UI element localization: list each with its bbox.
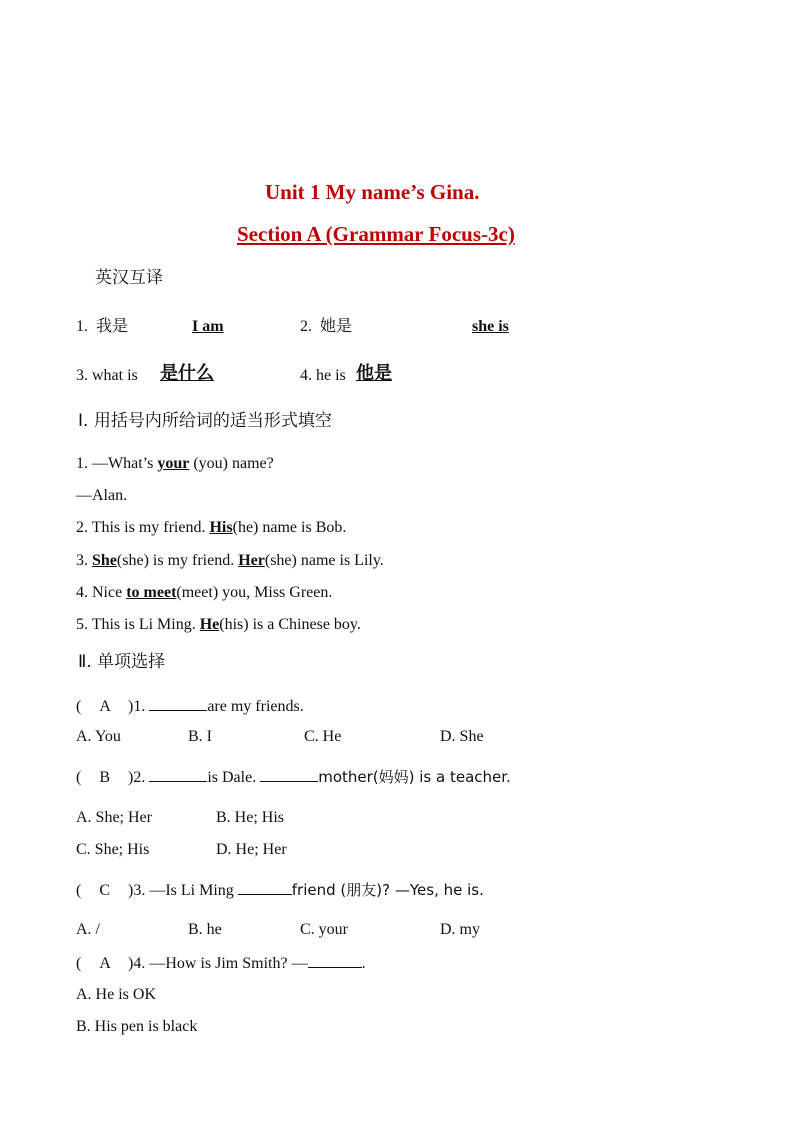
question-number: )3. — [128, 882, 146, 899]
paren-open: ( — [76, 955, 82, 972]
answer-text: Her — [238, 552, 265, 569]
choice-answer: A — [99, 955, 110, 972]
paren-open: ( — [76, 698, 82, 715]
answer-blank — [149, 697, 207, 711]
vocab-heading: 英汉互译 — [95, 268, 163, 288]
vocab-item-3 — [76, 368, 138, 384]
question-text: (he) name is Bob. — [232, 519, 347, 536]
vocab-num: 4. — [300, 367, 312, 384]
question-text: (she) name is Lily. — [264, 552, 384, 569]
option-b: B. His pen is black — [76, 1018, 198, 1035]
choice-answer: B — [99, 769, 110, 786]
question-text: 3. — [76, 552, 92, 569]
choice-answer: C — [99, 882, 110, 899]
answer-blank — [260, 768, 318, 782]
question-number: )4. — [128, 955, 146, 972]
question-text: (she) is my friend. — [116, 552, 239, 569]
vocab-num: 2. — [300, 318, 312, 335]
option-b: B. he — [188, 921, 222, 938]
question-number: )1. — [128, 698, 146, 715]
answer-blank — [149, 768, 207, 782]
vocab-cn: 我是 — [96, 316, 129, 335]
choice-question-1 — [76, 697, 304, 715]
question-text: —Is Li Ming — [149, 882, 234, 899]
vocab-num: 1. — [76, 318, 88, 335]
question-text: is Dale. — [207, 769, 257, 786]
option-a: A. He is OK — [76, 986, 156, 1003]
vocab-item-2 — [300, 318, 352, 335]
fill-question-3 — [76, 553, 384, 569]
question-text: (you) name? — [189, 455, 274, 472]
question-text: (meet) you, Miss Green. — [176, 584, 333, 601]
choice-question-2 — [76, 768, 511, 786]
vocab-num: 3. — [76, 367, 88, 384]
fill-question-1 — [76, 456, 274, 472]
vocab-item-1 — [76, 318, 128, 335]
option-d: D. She — [440, 728, 484, 745]
fill-question-2 — [76, 520, 346, 536]
fill-question-4 — [76, 585, 332, 601]
answer-text: to meet — [126, 584, 177, 601]
vocab-answer-2: she is — [472, 318, 509, 335]
section-title: Section A (Grammar Focus-3c) — [237, 222, 515, 246]
fill-question-5 — [76, 617, 361, 633]
option-d: D. He; Her — [216, 841, 287, 858]
question-text: 2. This is my friend. — [76, 519, 210, 536]
vocab-cn: 她是 — [320, 316, 353, 335]
section1-heading: Ⅰ. 用括号内所给词的适当形式填空 — [78, 411, 332, 431]
question-text: 5. This is Li Ming. — [76, 616, 200, 633]
vocab-answer-1: I am — [192, 318, 224, 335]
option-c: C. He — [304, 728, 342, 745]
choice-question-4 — [76, 954, 366, 972]
paren-open: ( — [76, 882, 82, 899]
vocab-answer-3: 是什么 — [160, 363, 214, 384]
choice-question-3 — [76, 881, 484, 899]
option-c: C. your — [300, 921, 348, 938]
option-a: A. You — [76, 728, 121, 745]
question-text: friend (朋友)? —Yes, he is. — [291, 881, 484, 899]
option-d: D. my — [440, 921, 480, 938]
paren-open: ( — [76, 769, 82, 786]
answer-text: His — [209, 519, 233, 536]
choice-answer: A — [99, 698, 110, 715]
option-c: C. She; His — [76, 841, 150, 858]
answer-text: She — [92, 552, 117, 569]
vocab-en: what is — [92, 367, 138, 384]
question-text: 1. —What’s — [76, 455, 158, 472]
question-text: —How is Jim Smith? — — [149, 955, 308, 972]
question-text: 4. Nice — [76, 584, 127, 601]
vocab-answer-4: 他是 — [356, 363, 392, 384]
answer-text: your — [157, 455, 190, 472]
fill-question-1-reply: —Alan. — [76, 487, 128, 504]
vocab-en: he is — [316, 367, 346, 384]
question-text: . — [361, 955, 366, 972]
vocab-item-4 — [300, 368, 346, 384]
answer-text: He — [199, 616, 220, 633]
question-text: mother(妈妈) is a teacher. — [318, 768, 511, 786]
section2-heading: Ⅱ. 单项选择 — [78, 652, 166, 672]
option-a: A. She; Her — [76, 809, 152, 826]
option-b: B. I — [188, 728, 212, 745]
question-text: (his) is a Chinese boy. — [219, 616, 361, 633]
answer-blank — [308, 954, 362, 968]
option-b: B. He; His — [216, 809, 284, 826]
answer-blank — [238, 881, 292, 895]
page-title: Unit 1 My name’s Gina. — [265, 180, 480, 204]
question-text: are my friends. — [207, 698, 304, 715]
question-number: )2. — [128, 769, 146, 786]
option-a: A. / — [76, 921, 100, 938]
